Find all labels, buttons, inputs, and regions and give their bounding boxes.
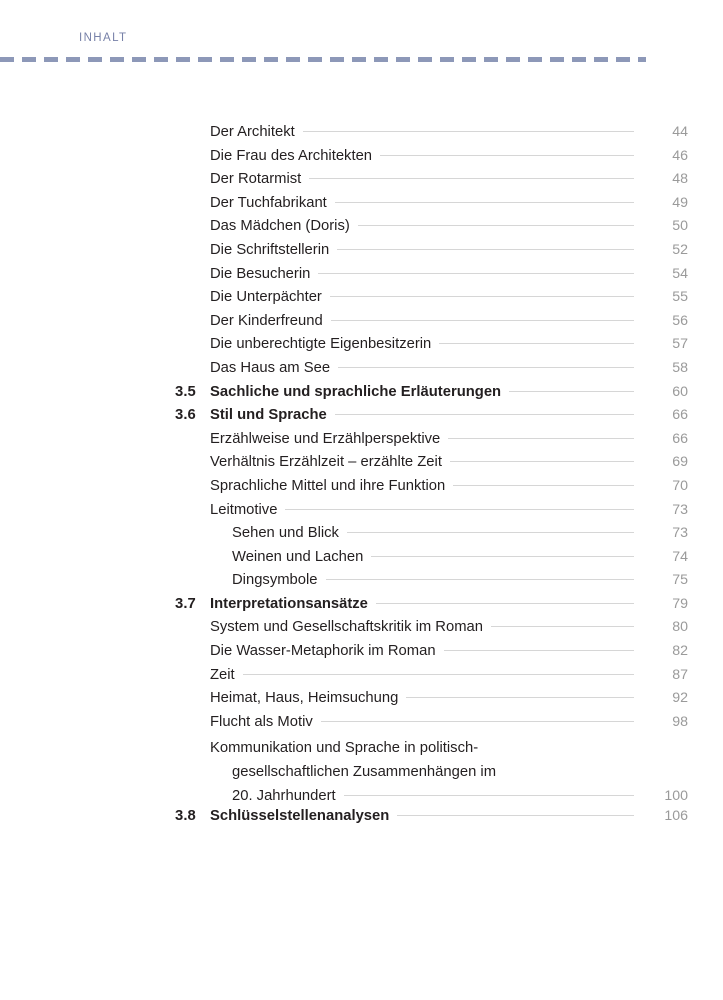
toc-leader-line	[453, 485, 634, 486]
toc-entry[interactable]	[0, 384, 723, 408]
toc-leader-line	[318, 273, 634, 274]
toc-entry[interactable]	[0, 714, 723, 738]
toc-entry-title: 20. Jahrhundert	[232, 787, 336, 804]
toc-page-number: 69	[672, 454, 688, 471]
toc-leader-line	[344, 795, 634, 796]
toc-leader-line	[337, 249, 634, 250]
toc-page-number: 79	[672, 595, 688, 612]
toc-page-number: 55	[672, 289, 688, 306]
toc-entry-title: Schlüsselstellenanalysen	[210, 808, 390, 825]
toc-page-number: 92	[672, 690, 688, 707]
toc-leader-line	[491, 626, 634, 627]
toc-leader-line	[243, 674, 634, 675]
toc-leader-line	[439, 343, 634, 344]
toc-entry-title: Stil und Sprache	[210, 407, 327, 424]
toc-entry[interactable]	[0, 737, 723, 808]
toc-page-number: 74	[672, 548, 688, 565]
toc-leader-line	[448, 438, 634, 439]
toc-entry-title: Der Tuchfabrikant	[210, 194, 327, 211]
toc-entry[interactable]	[0, 525, 723, 549]
toc-page-number: 87	[672, 666, 688, 683]
toc-leader-line	[321, 721, 634, 722]
toc-page-number: 80	[672, 619, 688, 636]
toc-entry-title: Die unberechtigte Eigenbesitzerin	[210, 336, 432, 353]
toc-leader-line	[397, 815, 634, 816]
toc-entry-title: Die Unterpächter	[210, 289, 322, 306]
table-of-contents	[0, 124, 723, 832]
toc-entry[interactable]	[0, 171, 723, 195]
toc-page-number: 73	[672, 501, 688, 518]
toc-leader-line	[358, 225, 634, 226]
toc-entry[interactable]	[0, 431, 723, 455]
toc-entry[interactable]	[0, 313, 723, 337]
toc-page-number: 66	[672, 430, 688, 447]
toc-entry[interactable]	[0, 478, 723, 502]
toc-leader-line	[376, 603, 634, 604]
toc-page-number: 66	[672, 407, 688, 424]
toc-entry-line: Kommunikation und Sprache in politisch-	[210, 740, 479, 757]
toc-leader-line	[303, 131, 634, 132]
toc-entry-title: Die Wasser-Metaphorik im Roman	[210, 643, 436, 660]
toc-entry[interactable]	[0, 195, 723, 219]
toc-entry[interactable]	[0, 596, 723, 620]
toc-page-number: 57	[672, 336, 688, 353]
toc-leader-line	[380, 155, 634, 156]
toc-page-number: 46	[672, 147, 688, 164]
toc-page-number: 56	[672, 312, 688, 329]
toc-page-number: 82	[672, 643, 688, 660]
toc-leader-line	[371, 556, 634, 557]
toc-leader-line	[347, 532, 634, 533]
toc-entry-title: Sprachliche Mittel und ihre Funktion	[210, 477, 446, 494]
toc-entry-title: Leitmotive	[210, 501, 278, 518]
toc-entry[interactable]	[0, 242, 723, 266]
toc-entry-line: gesellschaftlichen Zusammenhängen im	[232, 764, 497, 781]
toc-leader-line	[509, 391, 634, 392]
toc-page-number: 49	[672, 194, 688, 211]
toc-entry-title: Zeit	[210, 666, 235, 683]
toc-page-number: 50	[672, 218, 688, 235]
toc-page-number: 73	[672, 525, 688, 542]
toc-entry[interactable]	[0, 148, 723, 172]
toc-entry[interactable]	[0, 266, 723, 290]
toc-leader-line	[335, 202, 634, 203]
toc-entry-title: Der Rotarmist	[210, 171, 302, 188]
toc-leader-line	[309, 178, 634, 179]
page-header	[0, 0, 723, 70]
toc-entry[interactable]	[0, 124, 723, 148]
toc-entry[interactable]	[0, 808, 723, 832]
toc-leader-line	[406, 697, 634, 698]
toc-leader-line	[335, 414, 634, 415]
toc-entry-title: Das Mädchen (Doris)	[210, 218, 350, 235]
toc-leader-line	[338, 367, 634, 368]
toc-entry-title: Die Besucherin	[210, 265, 311, 282]
toc-page-number: 106	[664, 808, 688, 825]
toc-entry[interactable]	[0, 690, 723, 714]
toc-entry[interactable]	[0, 454, 723, 478]
toc-entry[interactable]	[0, 549, 723, 573]
toc-page-number: 75	[672, 572, 688, 589]
toc-section-number: 3.7	[175, 595, 196, 612]
toc-entry[interactable]	[0, 572, 723, 596]
toc-page-number: 60	[672, 383, 688, 400]
toc-leader-line	[444, 650, 634, 651]
toc-entry[interactable]	[0, 619, 723, 643]
toc-entry-title: Der Architekt	[210, 124, 295, 140]
toc-entry-title: Flucht als Motiv	[210, 713, 313, 730]
toc-page-number: 100	[664, 787, 688, 804]
toc-page-number: 54	[672, 265, 688, 282]
toc-entry-title: Der Kinderfreund	[210, 312, 323, 329]
toc-entry[interactable]	[0, 667, 723, 691]
running-head-label: INHALT	[79, 32, 128, 44]
toc-entry[interactable]	[0, 643, 723, 667]
toc-entry[interactable]	[0, 407, 723, 431]
toc-entry[interactable]	[0, 218, 723, 242]
toc-entry[interactable]	[0, 502, 723, 526]
toc-entry-title: Weinen und Lachen	[232, 548, 364, 565]
toc-entry[interactable]	[0, 336, 723, 360]
toc-entry-title: Die Frau des Architekten	[210, 147, 373, 164]
toc-section-number: 3.5	[175, 383, 196, 400]
toc-leader-line	[330, 296, 634, 297]
toc-page-number: 58	[672, 359, 688, 376]
toc-page-number: 70	[672, 477, 688, 494]
toc-leader-line	[285, 509, 634, 510]
toc-entry-title: Sachliche und sprachliche Erläuterungen	[210, 383, 502, 400]
toc-entry[interactable]	[0, 360, 723, 384]
toc-entry-title: Die Schriftstellerin	[210, 241, 330, 258]
toc-entry-title: Dingsymbole	[232, 572, 318, 589]
toc-entry-title: Heimat, Haus, Heimsuchung	[210, 690, 399, 707]
toc-leader-line	[326, 579, 634, 580]
toc-page-number: 48	[672, 171, 688, 188]
toc-leader-line	[331, 320, 634, 321]
toc-leader-line	[450, 461, 634, 462]
toc-entry[interactable]	[0, 289, 723, 313]
header-dashed-rule	[0, 57, 646, 62]
toc-page-number: 44	[672, 124, 688, 140]
toc-page-number: 52	[672, 241, 688, 258]
toc-entry-title: Erzählweise und Erzählperspektive	[210, 430, 441, 447]
toc-section-number: 3.8	[175, 808, 196, 825]
toc-page-number: 98	[672, 713, 688, 730]
toc-entry-title: Sehen und Blick	[232, 525, 339, 542]
toc-section-number: 3.6	[175, 407, 196, 424]
toc-entry-title: System und Gesellschaftskritik im Roman	[210, 619, 484, 636]
toc-entry-title: Verhältnis Erzählzeit – erzählte Zeit	[210, 454, 442, 471]
toc-entry-title: Das Haus am See	[210, 359, 331, 376]
toc-entry-title: Interpretationsansätze	[210, 595, 368, 612]
